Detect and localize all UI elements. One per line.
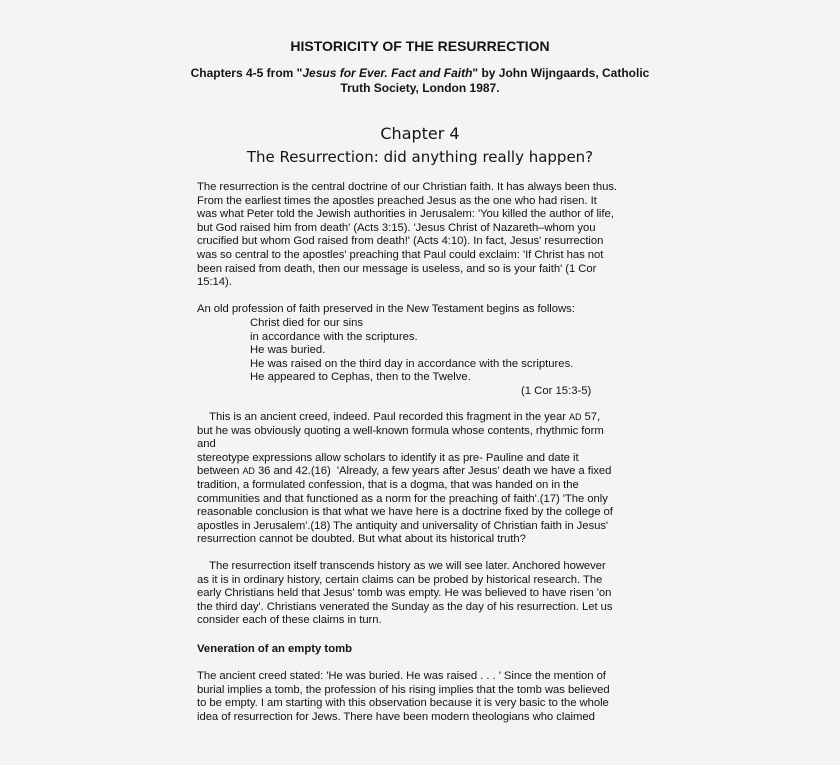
chapter-number: Chapter 4 bbox=[380, 124, 460, 143]
text-line: the third day'. Christians venerated the Sunday as the day of his resurrection. Let us bbox=[197, 600, 613, 613]
text-line: to be empty. I am starting with this observation because it is very basic to the whole bbox=[197, 697, 609, 710]
creed-line: He appeared to Cephas, then to the Twelve. bbox=[250, 371, 471, 384]
creed-line: Christ died for our sins bbox=[250, 317, 364, 329]
text-line: as it is in ordinary history, certain claims can be probed by historical research. The bbox=[197, 573, 603, 586]
document-title: HISTORICITY OF THE RESURRECTION bbox=[290, 38, 550, 54]
subtitle-line-2: Truth Society, London 1987. bbox=[340, 81, 500, 95]
creed-line: He was raised on the third day in accordance with the scriptures. bbox=[250, 357, 574, 370]
text-span: This is an ancient creed, indeed. Paul recorded this fragment in the year bbox=[197, 411, 570, 423]
text-line: The resurrection itself transcends history as we will see later. Anchored however bbox=[197, 560, 606, 572]
text-line: burial implies a tomb, the profession of his rising implies that the tomb was believed bbox=[197, 683, 610, 696]
text-line: was what Peter told the Jewish authorities in Jerusalem: 'You killed the author of life, bbox=[197, 208, 614, 221]
paragraph-5 bbox=[197, 670, 647, 724]
text-line: and bbox=[197, 438, 216, 451]
text-line: From the earliest times the apostles preached Jesus as the one who had risen. It bbox=[197, 194, 597, 207]
text-line: The resurrection is the central doctrine of our Christian faith. It has always been thus. bbox=[197, 181, 618, 193]
text-line: early Christians held that Jesus' tomb was empty. He was believed to have risen 'on bbox=[197, 587, 612, 600]
text-line: tradition, a formulated confession, that is a dogma, that was handed on in the bbox=[197, 478, 579, 491]
text-line: but he was obviously quoting a well-known formula whose contents, rhythmic form bbox=[197, 424, 604, 437]
text-span: 36 and 42.(16) 'Already, a few years after Jesus' death we have a fixed bbox=[254, 465, 612, 478]
creed-reference: (1 Cor 15:3-5) bbox=[521, 385, 592, 397]
text-line: 15:14). bbox=[197, 276, 232, 289]
chapter-title: The Resurrection: did anything really happen? bbox=[246, 148, 594, 166]
paragraph-4 bbox=[197, 560, 647, 628]
text-line: apostles in Jerusalem'.(18) The antiquity and universality of Christian faith in Jesus' bbox=[197, 519, 609, 532]
text-line: was so central to the apostles' preaching that Paul could exclaim: 'If Christ has not bbox=[197, 248, 604, 261]
text-line: An old profession of faith preserved in the New Testament begins as follows: bbox=[197, 303, 575, 315]
text-span: between bbox=[197, 465, 243, 478]
subtitle-book-title: Jesus for Ever. Fact and Faith bbox=[302, 66, 473, 80]
document-subtitle bbox=[0, 66, 840, 96]
text-line: reasonable conclusion is that what we have here is a doctrine fixed by the college of bbox=[197, 506, 613, 519]
text-span: 57, bbox=[581, 411, 601, 423]
text-line: idea of resurrection for Jews. There have been modern theologians who claimed bbox=[197, 710, 595, 723]
text-line: consider each of these claims in turn. bbox=[197, 614, 382, 627]
text-line: communities and that functioned as a norm for the preaching of faith'.(17) 'The only bbox=[197, 492, 608, 505]
subtitle-suffix: " by John Wijngaards, Catholic bbox=[472, 66, 650, 80]
creed-quote bbox=[250, 317, 573, 385]
paragraph-2 bbox=[197, 303, 647, 317]
text-line: crucified but whom God raised from death!' (Acts 4:10). In fact, Jesus' resurrection bbox=[197, 235, 604, 248]
text-line: been raised from death, then our message is useless, and so is your faith' (1 Cor bbox=[197, 262, 597, 275]
text-line: but God raised him from death' (Acts 3:15). 'Jesus Christ of Nazareth–whom you bbox=[197, 221, 596, 234]
era-abbreviation: AD bbox=[569, 412, 582, 422]
paragraph-3 bbox=[197, 411, 647, 547]
text-line: The ancient creed stated: 'He was buried. He was raised . . . ' Since the mention of bbox=[197, 670, 606, 682]
text-line: resurrection cannot be doubted. But what about its historical truth? bbox=[197, 533, 526, 546]
section-heading: Veneration of an empty tomb bbox=[197, 643, 353, 655]
creed-line: in accordance with the scriptures. bbox=[250, 330, 418, 343]
text-line bbox=[197, 465, 647, 479]
text-line: stereotype expressions allow scholars to identify it as pre- Pauline and date it bbox=[197, 451, 579, 464]
creed-line: He was buried. bbox=[250, 344, 326, 357]
subtitle-prefix: Chapters 4-5 from " bbox=[190, 66, 303, 80]
text-line bbox=[197, 411, 647, 425]
paragraph-1 bbox=[197, 181, 647, 290]
era-abbreviation: AD bbox=[242, 466, 255, 477]
